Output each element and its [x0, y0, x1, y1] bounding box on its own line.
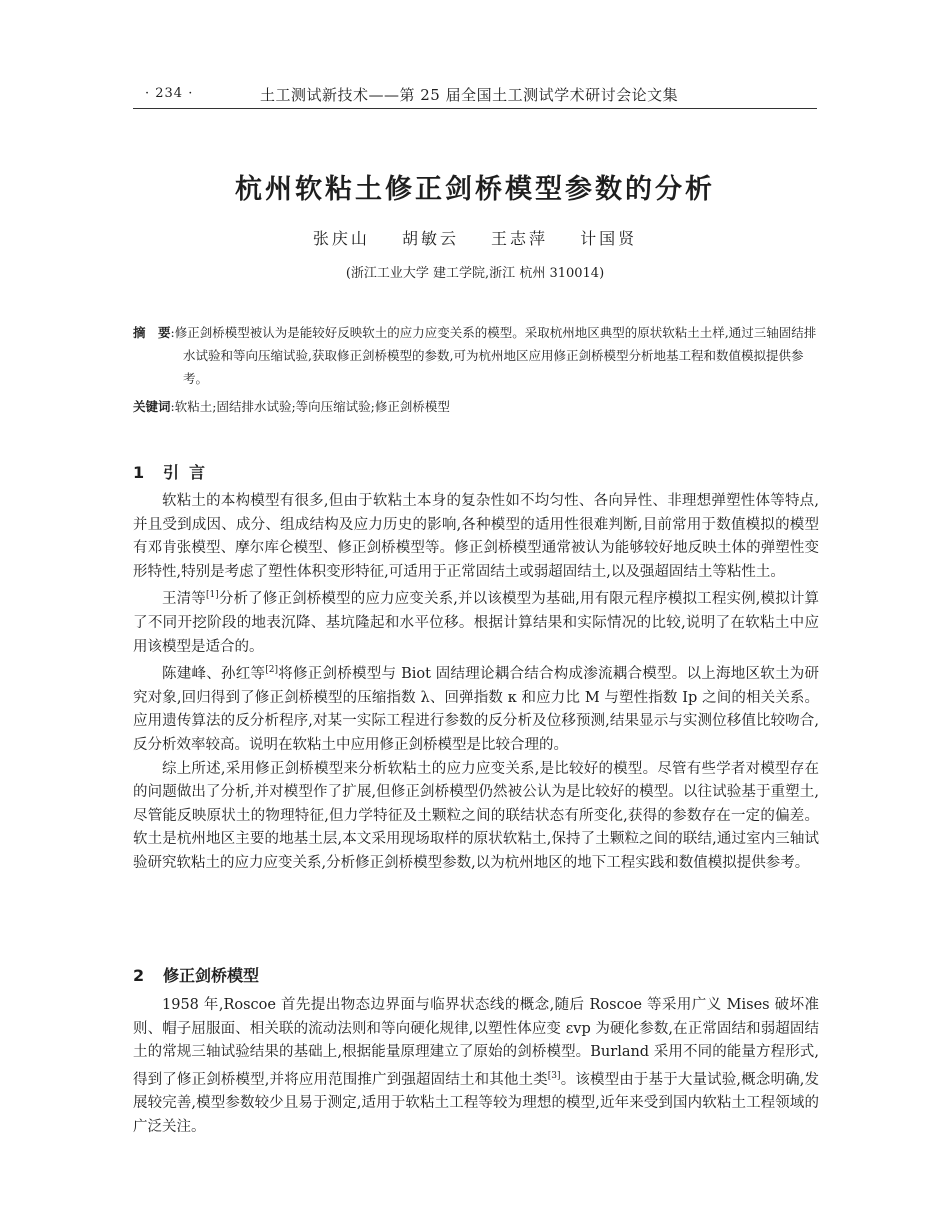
section-number: 2	[133, 966, 145, 985]
section-title: 修正剑桥模型	[163, 966, 260, 985]
abstract	[133, 321, 823, 390]
paragraph	[133, 659, 819, 757]
paragraph-text: 。该模型由于基于大量试验,概念明确,发展较完善,模型参数较少且易于测定,适用于软粘土工程等较为理想的模型,近年来受到国内软粘土工程领域的广泛关注。	[133, 1071, 820, 1135]
abstract-text: :修正剑桥模型被认为是能较好反映软土的应力应变关系的模型。采取杭州地区典型的原状软粘土土样,通过三轴固结排水试验和等向压缩试验,获取修正剑桥模型的参数,可为杭州地区应用修正剑桥模型分析地基工程和数值模拟提供参考。	[170, 325, 817, 386]
section-body-introduction	[133, 490, 819, 876]
paragraph-text: 将修正剑桥模型与 Biot 固结理论耦合结合构成渗流耦合模型。以上海地区软土为研究对象,回归得到了修正剑桥模型的压缩指数 λ、回弹指数 κ 和应力比 M 与塑性指数 Ip 之间的相关关系。应用遗传算法的反分析程序,对某一实际工程进行参数的反分析及位移预测,结果显示与实测位移值比较吻合,反分析效率较高。说明在软粘土中应用修正剑桥模型是比较合理的。	[133, 666, 819, 753]
paper-title: 杭州软粘土修正剑桥模型参数的分析	[235, 174, 715, 205]
section-body-modified-cam-clay	[133, 994, 819, 1140]
citation: [1]	[205, 590, 219, 601]
paragraph: 软粘土的本构模型有很多,但由于软粘土本身的复杂性如不均匀性、各向异性、非理想弹塑性体等特点,并且受到成因、成分、组成结构及应力历史的影响,各种模型的适用性很难判断,目前常用于数值模拟的模型有邓肯张模型、摩尔库仑模型、修正剑桥模型等。修正剑桥模型通常被认为能够较好地反映土体的弹塑性变形特性,特别是考虑了塑性体积变形特征,可适用于正常固结土或弱超固结土,以及强超固结土等粘性土。	[133, 493, 819, 580]
keywords-label: 关键词	[133, 399, 171, 414]
section-heading-introduction	[133, 460, 215, 483]
keywords-text: :软粘土;固结排水试验;等向压缩试验;修正剑桥模型	[170, 399, 450, 414]
citation: [3]	[547, 1070, 561, 1081]
affiliation: (浙江工业大学 建工学院,浙江 杭州 310014)	[345, 266, 605, 281]
paragraph-text: 1958 年,Roscoe 首先提出物态边界面与临界状态线的概念,随后 Roscoe 等采用广义 Mises 破坏准则、帽子屈服面、相关联的流动法则和等向硬化规律,以塑性体应变 εvp 为硬化参数,在正常固结和弱超固结土的常规三轴试验结果的基础上,根据能量原理建立了原始的剑桥模型。Burland 采用不同的能量方程形式,得到了修正剑桥模型,并将应用范围推广到强超固结土和其他土类	[133, 997, 819, 1088]
keywords	[133, 397, 823, 417]
paragraph-text: 分析了修正剑桥模型的应力应变关系,并以该模型为基础,用有限元程序模拟工程实例,模拟计算了不同开挖阶段的地表沉降、基坑隆起和水平位移。根据计算结果和实际情况的比较,说明了在软粘土中应用该模型是适合的。	[133, 591, 819, 655]
section-number: 1	[133, 463, 155, 482]
paragraph: 综上所述,采用修正剑桥模型来分析软粘土的应力应变关系,是比较好的模型。尽管有些学者对模型存在的问题做出了分析,并对模型作了扩展,但修正剑桥模型仍然被公认为是比较好的模型。以往试验基于重塑土,尽管能反映原状土的物理特征,但力学特征及土颗粒之间的联结状态有所变化,获得的参数存在一定的偏差。软土是杭州地区主要的地基土层,本文采用现场取样的原状软粘土,保持了土颗粒之间的联结,通过室内三轴试验研究软粘土的应力应变关系,分析修正剑桥模型参数,以为杭州地区的地下工程实践和数值模拟提供参考。	[133, 760, 819, 871]
paragraph-text: 陈建峰、孙红等	[162, 666, 266, 683]
citation: [2]	[265, 665, 278, 676]
paragraph	[133, 584, 819, 659]
author: 胡敏云	[401, 229, 459, 248]
running-header	[133, 84, 817, 109]
paragraph-text: 王清等	[162, 591, 206, 608]
abstract-body	[133, 321, 823, 390]
author: 张庆山	[312, 229, 370, 248]
author-list	[0, 226, 950, 249]
section-title: 引言	[163, 463, 216, 482]
author: 计国贤	[580, 229, 638, 248]
author: 王志萍	[491, 229, 549, 248]
paragraph	[133, 994, 819, 1140]
journal-title: 土工测试新技术——第 25 届全国土工测试学术研讨会论文集	[260, 86, 679, 104]
page-number: · 234 ·	[145, 86, 194, 101]
section-heading-modified-cam-clay	[133, 963, 259, 986]
abstract-label: 摘 要	[133, 325, 171, 340]
